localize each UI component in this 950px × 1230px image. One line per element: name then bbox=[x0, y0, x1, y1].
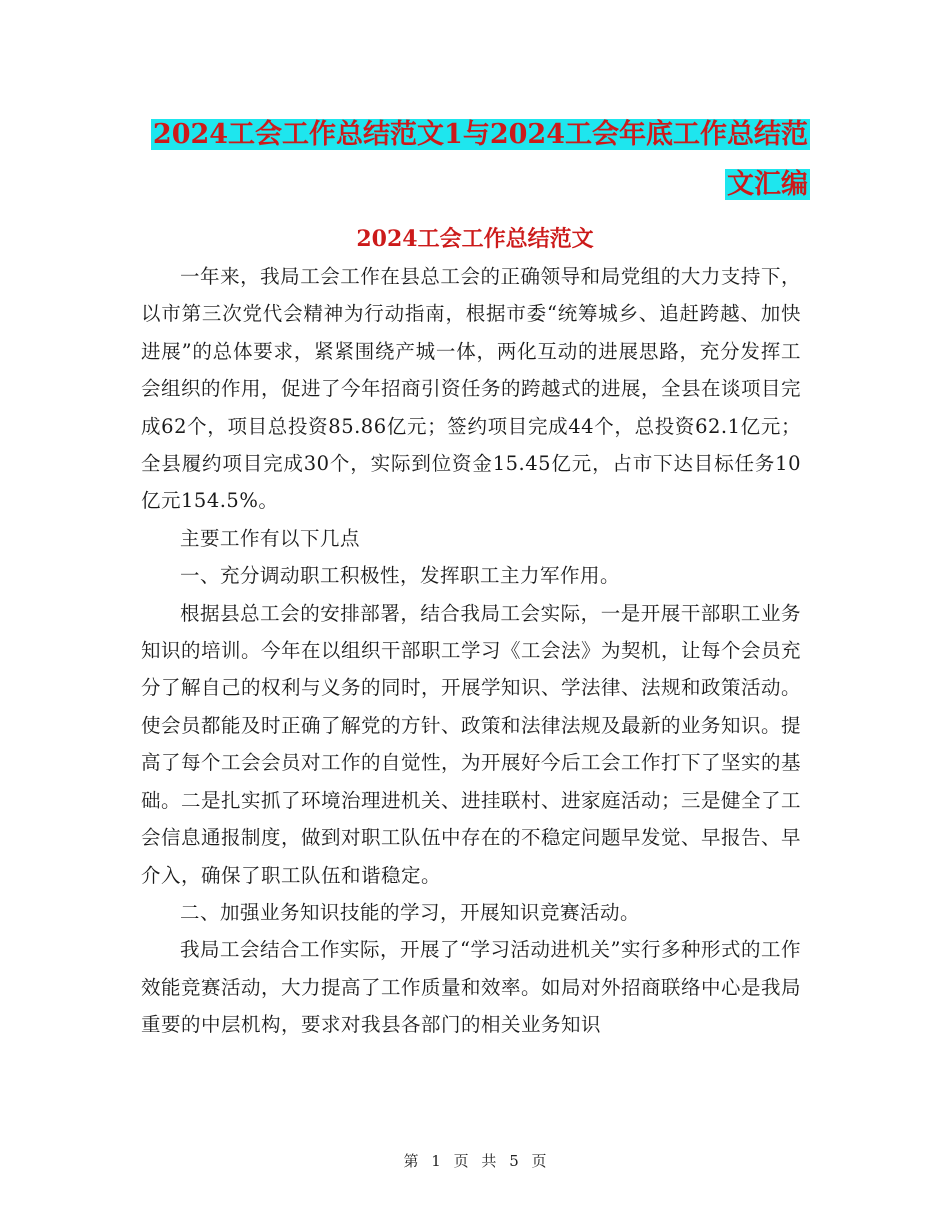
footer-total-pages: 5 bbox=[509, 1152, 519, 1170]
footer-page-number: 1 bbox=[431, 1152, 441, 1170]
document-title-line-1: 2024工会工作总结范文1与2024工会年底工作总结范 bbox=[152, 119, 808, 150]
page-footer bbox=[0, 1150, 950, 1171]
section-title: 2024工会工作总结范文 bbox=[356, 226, 594, 252]
paragraph-main-points: 主要工作有以下几点 bbox=[180, 526, 361, 550]
paragraph-point-one: 根据县总工会的安排部署，结合我局工会实际，一是开展干部职工业务知识的培训。今年在以组织干部职工学习《工会法》为契机，让每个会员充分了解自己的权利与义务的同时，开展学知识、学法律、法规和政策活动。使会员都能及时正确了解党的方针、政策和法律法规及最新的业务知识。提高了每个工会会员对工作的自觉性，为开展好今后工会工作打下了坚实的基础。二是扎实抓了环境治理进机关、进挂联村、进家庭活动；三是健全了工会信息通报制度，做到对职工队伍中存在的不稳定问题早发觉、早报告、早介入，确保了职工队伍和谐稳定。 bbox=[141, 601, 802, 887]
footer-middle: 页 bbox=[453, 1152, 469, 1170]
footer-prefix: 第 bbox=[403, 1152, 419, 1170]
body-text bbox=[141, 258, 801, 1044]
footer-suffix: 页 bbox=[531, 1152, 547, 1170]
footer-total-label: 共 bbox=[481, 1152, 497, 1170]
heading-point-one: 一、充分调动职工积极性，发挥职工主力军作用。 bbox=[180, 564, 621, 588]
document-title bbox=[140, 110, 810, 210]
document-title-line-2: 文汇编 bbox=[727, 169, 808, 200]
heading-point-two: 二、加强业务知识技能的学习，开展知识竞赛活动。 bbox=[180, 900, 641, 924]
paragraph-intro: 一年来，我局工会工作在县总工会的正确领导和局党组的大力支持下，以市第三次党代会精神为行动指南，根据市委“统筹城乡、追赶跨越、加快进展”的总体要求，紧紧围绕产城一体，两化互动的进展思路，充分发挥工会组织的作用，促进了今年招商引资任务的跨越式的进展，全县在谈项目完成62个，项目总投资85.86亿元；签约项目完成44个，总投资62.1亿元；全县履约项目完成30个，实际到位资金15.45亿元，占市下达目标任务10亿元154.5%。 bbox=[141, 265, 802, 513]
paragraph-point-two: 我局工会结合工作实际，开展了“学习活动进机关”实行多种形式的工作效能竞赛活动，大力提高了工作质量和效率。如局对外招商联络中心是我局重要的中层机构，要求对我县各部门的相关业务知识 bbox=[141, 938, 802, 1037]
